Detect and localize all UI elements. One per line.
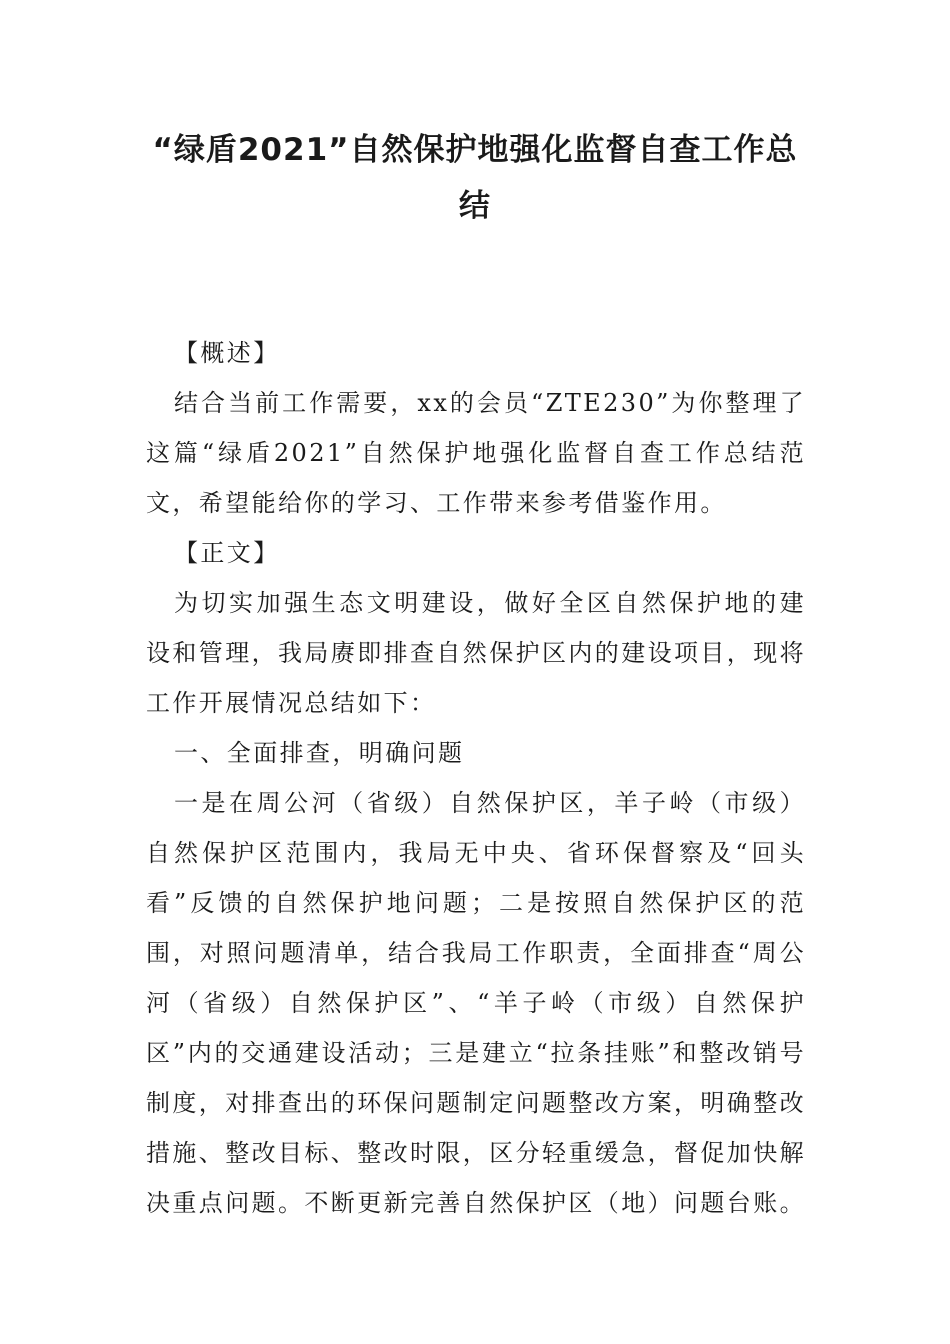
body-heading: 【正文】 — [174, 539, 280, 567]
summary-heading: 【概述】 — [174, 339, 280, 367]
intro-paragraph: 为切实加强生态文明建设，做好全区自然保护地的建设和管理，我局赓即排查自然保护区内的建设项目，现将工作开展情况总结如下： — [146, 589, 806, 717]
document-body — [146, 328, 806, 1228]
document-title: “绿盾2021”自然保护地强化监督自查工作总结 — [152, 132, 798, 224]
summary-paragraph: 结合当前工作需要，xx的会员“ZTE230”为你整理了这篇“绿盾2021”自然保护地强化监督自查工作总结范文，希望能给你的学习、工作带来参考借鉴作用。 — [146, 389, 806, 517]
section-1-paragraph: 一是在周公河（省级）自然保护区，羊子岭（市级）自然保护区范围内，我局无中央、省环保督察及“回头看”反馈的自然保护地问题；二是按照自然保护区的范围，对照问题清单，结合我局工作职责，全面排查“周公河（省级）自然保护区”、“羊子岭（市级）自然保护区”内的交通建设活动；三是建立“拉条挂账”和整改销号制度，对排查出的环保问题制定问题整改方案，明确整改措施、整改目标、整改时限，区分轻重缓急，督促加快解决重点问题。不断更新完善自然保护区（地）问题台账。 — [146, 789, 806, 1217]
section-1-heading: 一、全面排查，明确问题 — [174, 739, 465, 767]
